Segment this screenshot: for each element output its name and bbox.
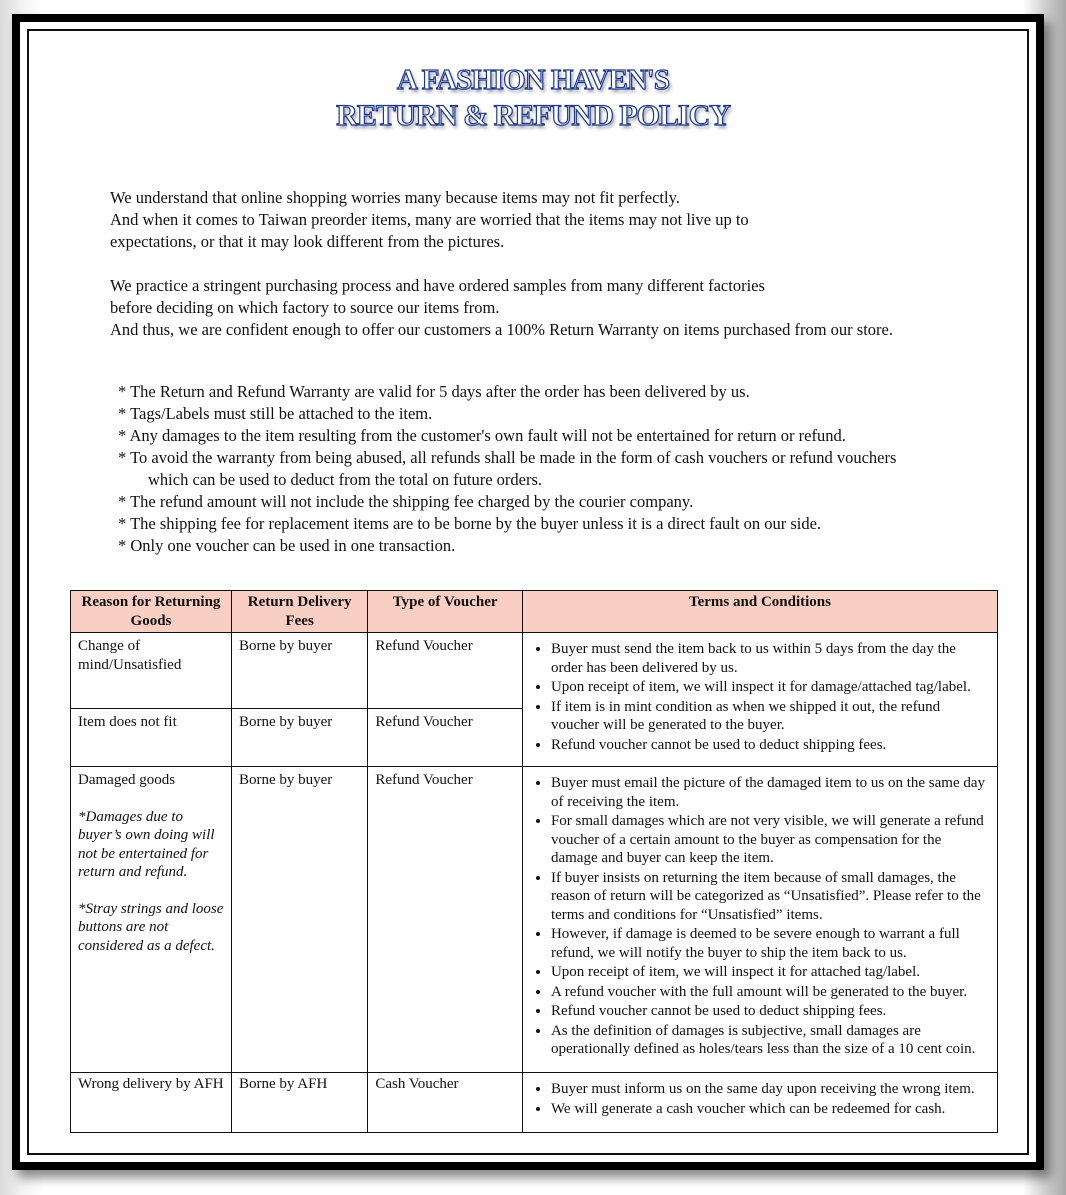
header-terms: Terms and Conditions (522, 591, 997, 633)
terms-item: • We will generate a cash voucher which can be redeemed for cash. (551, 1100, 988, 1119)
terms-item: • If item is in mint condition as when we shipped it out, the refund voucher will be generated to the buyer. (551, 698, 988, 735)
policy-bullet: * To avoid the warranty from being abused, all refunds shall be made in the form of cash vouchers or refund vouchers (118, 448, 897, 467)
terms-item: • Buyer must inform us on the same day upon receiving the wrong item. (551, 1080, 988, 1099)
cell-reason: Wrong delivery by AFH (71, 1073, 232, 1133)
reason-text: Damaged goods (78, 772, 176, 788)
header-fees: Return Delivery Fees (231, 591, 367, 633)
terms-item: • Upon receipt of item, we will inspect it for attached tag/label. (551, 963, 988, 982)
intro-line: And thus, we are confident enough to offer our customers a 100% Return Warranty on items purchased from our store. (110, 320, 893, 339)
cell-fees: Borne by AFH (231, 1073, 367, 1133)
cell-fees: Borne by buyer (231, 709, 367, 767)
page-title-line2: RETURN & REFUND POLICY (336, 99, 730, 132)
table-row (71, 767, 998, 1073)
cell-reason-damaged (71, 767, 232, 1073)
policy-bullet: * The refund amount will not include the shipping fee charged by the courier company. (118, 492, 694, 511)
reason-note: *Damages due to buyer’s own doing will not be entertained for return and refund. (78, 808, 215, 880)
terms-item: • For small damages which are not very visible, we will generate a refund voucher of a certain amount to the buyer as compensation for the damage and buyer can keep the item. (551, 812, 988, 868)
cell-fees: Borne by buyer (231, 767, 367, 1073)
terms-item: • Buyer must send the item back to us within 5 days from the day the order has been delivered by us. (551, 640, 988, 677)
policy-bullet-continuation: which can be used to deduct from the total on future orders. (148, 470, 543, 489)
policy-bullet: * The shipping fee for replacement items are to be borne by the buyer unless it is a direct fault on our side. (118, 514, 822, 533)
policy-bullet-list (118, 381, 998, 557)
terms-item: • Refund voucher cannot be used to deduct shipping fees. (551, 736, 988, 755)
intro-line: We understand that online shopping worries many because items may not fit perfectly. (110, 188, 680, 207)
terms-item: • Upon receipt of item, we will inspect it for damage/attached tag/label. (551, 678, 988, 697)
cell-voucher: Cash Voucher (368, 1073, 523, 1133)
cell-reason: Change of mind/Unsatisfied (71, 633, 232, 709)
table-row (71, 1073, 998, 1133)
cell-terms-wrong (522, 1073, 997, 1133)
cell-terms-unsatisfied (522, 633, 997, 767)
cell-terms-damaged (522, 767, 997, 1073)
terms-item: • Refund voucher cannot be used to deduct shipping fees. (551, 1002, 988, 1021)
cell-voucher: Refund Voucher (368, 709, 523, 767)
cell-reason: Item does not fit (71, 709, 232, 767)
policy-bullet: * Any damages to the item resulting from the customer's own fault will not be entertained for return or refund. (118, 426, 846, 445)
policy-table (70, 590, 998, 1133)
cell-fees: Borne by buyer (231, 633, 367, 709)
intro-paragraph-2 (110, 275, 1010, 341)
header-reason: Reason for Returning Goods (71, 591, 232, 633)
terms-item: • A refund voucher with the full amount will be generated to the buyer. (551, 983, 988, 1002)
policy-bullet: * Tags/Labels must still be attached to the item. (118, 404, 433, 423)
intro-line: before deciding on which factory to source our items from. (110, 298, 500, 317)
terms-item: • However, if damage is deemed to be severe enough to warrant a full refund, we will notify the buyer to ship the item back to us. (551, 925, 988, 962)
policy-bullet: * Only one voucher can be used in one transaction. (118, 536, 456, 555)
terms-list (524, 1074, 996, 1125)
page-title-line1: A FASHION HAVEN'S (397, 64, 669, 96)
cell-voucher: Refund Voucher (368, 633, 523, 709)
header-voucher: Type of Voucher (368, 591, 523, 633)
table-row (71, 633, 998, 709)
terms-list (524, 634, 996, 761)
terms-list (524, 768, 996, 1066)
terms-item: • If buyer insists on returning the item because of small damages, the reason of return will be categorized as “Unsatisfied”. Please refer to the terms and conditions for “Unsatisfied” items. (551, 869, 988, 925)
table-header-row (71, 591, 998, 633)
intro-line: We practice a stringent purchasing process and have ordered samples from many different factories (110, 276, 765, 295)
reason-note: *Stray strings and loose buttons are not considered as a defect. (78, 900, 224, 954)
intro-line: And when it comes to Taiwan preorder items, many are worried that the items may not live up to (110, 210, 749, 229)
cell-voucher: Refund Voucher (368, 767, 523, 1073)
terms-item: • Buyer must email the picture of the damaged item to us on the same day of receiving the item. (551, 774, 988, 811)
intro-paragraph-1 (110, 187, 1010, 253)
policy-bullet: * The Return and Refund Warranty are valid for 5 days after the order has been delivered by us. (118, 382, 750, 401)
intro-line: expectations, or that it may look different from the pictures. (110, 232, 505, 251)
terms-item: • As the definition of damages is subjective, small damages are operationally defined as holes/tears less than the size of a 10 cent coin. (551, 1022, 988, 1059)
